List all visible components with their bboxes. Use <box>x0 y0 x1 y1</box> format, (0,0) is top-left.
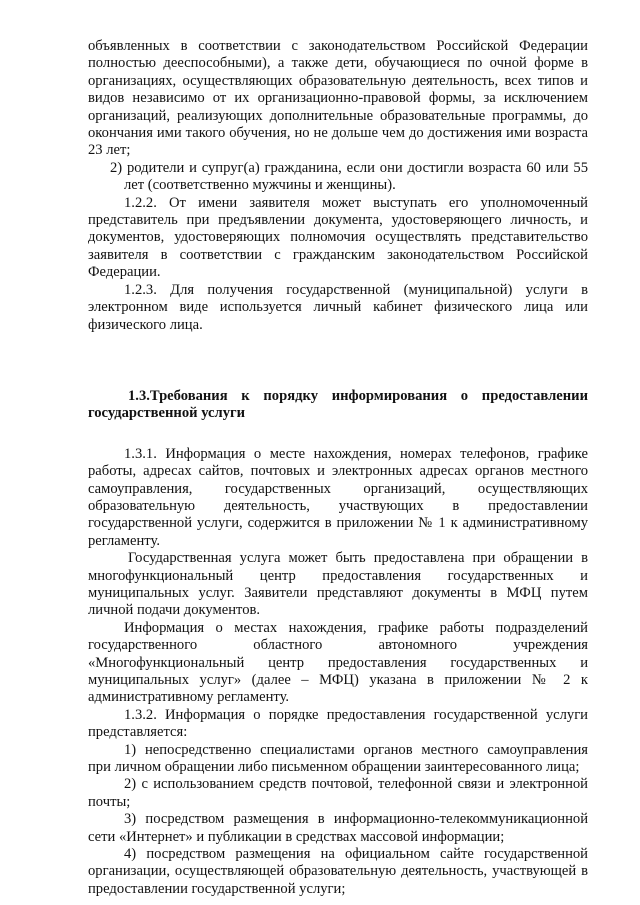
paragraph-continuation: объявленных в соответствии с законодательством Российской Федерации полностью дееспособными), а также дети, обучающиеся по очной форме в организациях, осуществляющих образовательную деятельность, всех типов и видов независимо от их организационно-правовой формы, за исключением организаций, реализующих дополнительные образовательные программы, до окончания ими такого обучения, но не дольше чем до достижения ими возраста 23 лет; <box>88 38 588 159</box>
list-item-parents: 2) родители и супруг(а) гражданина, если они достигли возраста 60 или 55 лет (соответственно мужчины и женщины). <box>110 159 588 194</box>
list-item-3: 3) посредством размещения в информационно-телекоммуникационной сети «Интернет» и публикации в средствах массовой информации; <box>88 811 588 845</box>
list-item-1: 1) непосредственно специалистами органов местного самоуправления при личном обращении либо письменном обращении заинтересованного лица; <box>88 741 588 776</box>
paragraph-mfc-service: Государственная услуга может быть предоставлена при обращении в многофункциональный центр предоставления государственных и муниципальных услуг. Заявители представляют документы в МФЦ путем личной подачи документов. <box>88 550 588 619</box>
section-heading-1-3: 1.3.Требования к порядку информирования о предоставлении государственной услуги <box>88 387 588 422</box>
paragraph-1-3-2: 1.3.2. Информация о порядке предоставления государственной услуги представляется: <box>88 706 588 741</box>
list-item-2: 2) с использованием средств почтовой, телефонной связи и электронной почты; <box>88 776 588 810</box>
list-item-4: 4) посредством размещения на официальном сайте государственной организации, осуществляющей образовательную деятельность, участвующей в предоставлении государственной услуги; <box>88 846 588 897</box>
paragraph-1-3-1: 1.3.1. Информация о месте нахождения, номерах телефонов, графике работы, адресах сайтов, почтовых и электронных адресах органов местного самоуправления, государственных организаций, осуществляющих образовательную деятельность, участвующих в предоставлении государственной услуги, содержится в приложении № 1 к административному регламенту. <box>88 445 588 549</box>
paragraph-mfc-info: Информация о местах нахождения, графике работы подразделений государственного областного автономного учреждения «Многофункциональный центр предоставления государственных и муниципальных услуг» (далее – МФЦ) указана в приложении № 2 к административному регламенту. <box>88 619 588 706</box>
paragraph-1-2-3: 1.2.3. Для получения государственной (муниципальной) услуги в электронном виде используется личный кабинет физического лица или физического лица. <box>88 281 588 333</box>
paragraph-1-2-2: 1.2.2. От имени заявителя может выступать его уполномоченный представитель при предъявлении документа, удостоверяющего личность, и документов, удостоверяющих полномочия осуществлять представительство заявителя в соответствии с гражданским законодательством Российской Федерации. <box>88 194 588 281</box>
